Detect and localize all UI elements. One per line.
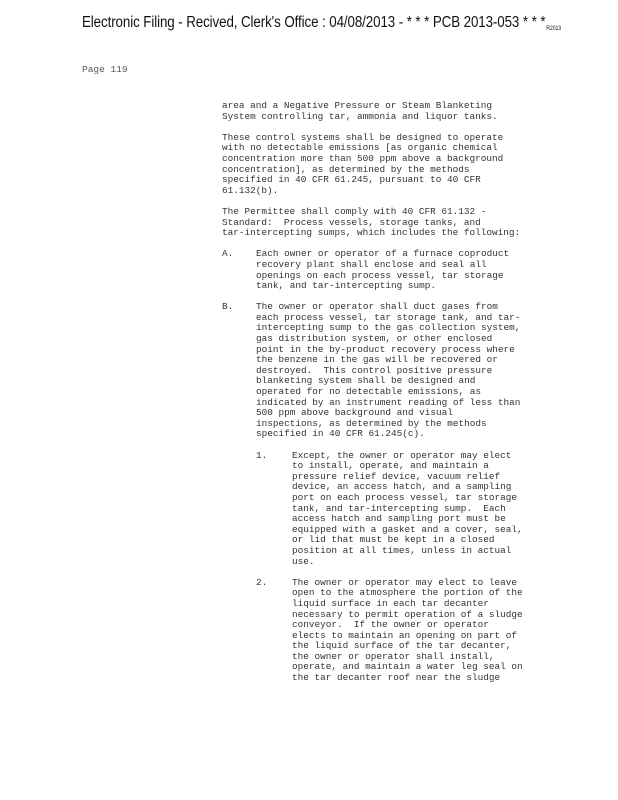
paragraph-line: area and a Negative Pressure or Steam Blanketing — [222, 101, 493, 111]
filing-stamp: R2013 — [546, 26, 562, 32]
sub-list-item-marker: 1. — [256, 449, 268, 461]
paragraph-line: concentration more than 500 ppm above a background — [222, 153, 504, 164]
list-item-line: indicated by an instrument reading of less than — [256, 397, 521, 408]
sub-list-item-line: the liquid surface of the tar decanter, — [292, 641, 512, 652]
sub-list-item-line: operate, and maintain a water leg seal on — [292, 662, 523, 673]
sub-list-item-content — [292, 451, 538, 568]
paragraph-line: tar-intercepting sumps, which includes the following: — [222, 228, 521, 239]
sub-list-item-line: pressure relief device, vacuum relief — [292, 471, 501, 482]
list-item-line: Each owner or operator of a furnace coproduct — [256, 249, 510, 260]
list-item-line: 500 ppm above background and visual — [256, 408, 453, 419]
sub-list-item-line: access hatch and sampling port must be — [292, 514, 506, 525]
paragraph — [222, 207, 538, 239]
list-item-line: specified in 40 CFR 61.245(c). — [256, 429, 425, 440]
paragraph-line: System controlling tar, ammonia and liquor tanks. — [222, 111, 498, 122]
filing-header — [82, 14, 561, 32]
paragraph-line: 61.132(b). — [222, 185, 279, 196]
list-item — [222, 302, 538, 440]
sub-list-item-line: use. — [292, 556, 315, 567]
paragraph-line: Standard: Process vessels, storage tanks, and — [222, 217, 481, 228]
sub-list-item — [256, 578, 538, 684]
paragraph-line: specified in 40 CFR 61.245, pursuant to 40 CFR — [222, 175, 481, 186]
list-item-line: openings on each process vessel, tar storage — [256, 270, 504, 281]
list-item-line: gas distribution system, or other enclosed — [256, 334, 493, 345]
paragraph-line: with no detectable emissions [as organic chemical — [222, 143, 498, 154]
sub-list-item-line: the owner or operator shall install, — [292, 651, 495, 662]
list-item-content — [256, 249, 538, 291]
paragraph-line: concentration], as determined by the methods — [222, 164, 470, 175]
sub-list-item-line: equipped with a gasket and a cover, seal, — [292, 524, 523, 535]
sub-list-item-line: The owner or operator may elect to leave — [292, 577, 518, 588]
list-item-line: blanketing system shall be designed and — [256, 376, 476, 387]
list-item-line: point in the by-product recovery process where — [256, 344, 515, 355]
sub-list-item-line: or lid that must be kept in a closed — [292, 535, 495, 546]
sub-list-item-line: tank, and tar-intercepting sump. Each — [292, 503, 506, 514]
list-item-line: tank, and tar-intercepting sump. — [256, 281, 437, 292]
list-item-line: recovery plant shall enclose and seal all — [256, 259, 487, 270]
sub-list-item-line: position at all times, unless in actual — [292, 545, 512, 556]
list-item-line: each process vessel, tar storage tank, and tar- — [256, 312, 521, 323]
paragraph — [222, 101, 538, 122]
list-item-content — [256, 302, 538, 440]
paragraph-line: These control systems shall be designed to operate — [222, 132, 504, 143]
sub-list-item-marker: 2. — [256, 576, 268, 588]
list-item-line: destroyed. This control positive pressure — [256, 365, 493, 376]
sub-list-item-line: conveyor. If the owner or operator — [292, 620, 489, 631]
page-number: Page 119 — [82, 64, 128, 75]
document-body — [222, 101, 538, 694]
sub-list-item-content — [292, 578, 538, 684]
sub-list-item-line: Except, the owner or operator may elect — [292, 450, 512, 461]
paragraph — [222, 133, 538, 197]
list-item-line: operated for no detectable emissions, as — [256, 387, 482, 398]
list-item-line: intercepting sump to the gas collection system, — [256, 323, 521, 334]
list-item-line: the benzene in the gas will be recovered or — [256, 355, 498, 366]
sub-list-item — [256, 451, 538, 568]
sub-list-item-line: the tar decanter roof near the sludge — [292, 673, 501, 684]
list-item-marker: B. — [222, 301, 234, 313]
filing-header-text: Electronic Filing - Recived, Clerk's Office : 04/08/2013 - * * * PCB 2013-053 * * * — [82, 14, 546, 31]
sub-list-item-line: port on each process vessel, tar storage — [292, 492, 518, 503]
sub-list-item-line: device, an access hatch, and a sampling — [292, 482, 512, 493]
sub-list-item-line: necessary to permit operation of a sludge — [292, 609, 523, 620]
sub-list-item-line: to install, operate, and maintain a — [292, 461, 489, 472]
sub-list-item-line: elects to maintain an opening on part of — [292, 630, 518, 641]
sub-list-item-line: open to the atmosphere the portion of the — [292, 588, 523, 599]
list-item-line: inspections, as determined by the methods — [256, 418, 487, 429]
list-item-marker: A. — [222, 248, 234, 260]
paragraph-line: The Permittee shall comply with 40 CFR 61.132 - — [222, 206, 487, 217]
sub-list-item-line: liquid surface in each tar decanter — [292, 598, 489, 609]
list-item-line: The owner or operator shall duct gases from — [256, 302, 498, 313]
list-item — [222, 249, 538, 291]
